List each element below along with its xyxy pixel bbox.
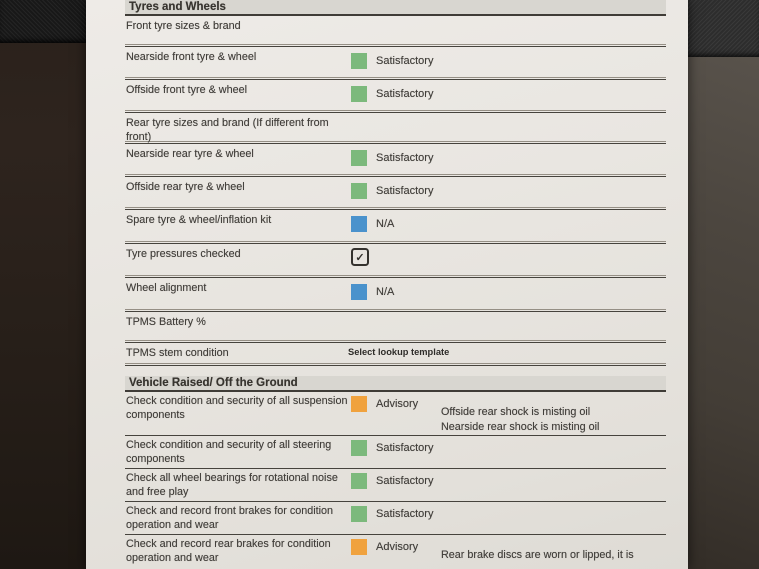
status-swatch xyxy=(351,183,367,199)
form-row xyxy=(125,113,666,141)
section-gap xyxy=(125,366,666,376)
status-swatch xyxy=(351,150,367,166)
row-label: Spare tyre & wheel/inflation kit xyxy=(126,214,272,226)
status-value: Satisfactory xyxy=(376,184,434,197)
form-row xyxy=(125,502,666,534)
status-value: Advisory xyxy=(376,397,419,410)
inspection-form xyxy=(125,0,666,567)
form-row xyxy=(125,244,666,275)
status-swatch xyxy=(351,440,367,456)
form-row xyxy=(125,535,666,567)
status-selector[interactable] xyxy=(351,85,433,102)
status-swatch xyxy=(351,506,367,522)
inspection-sheet xyxy=(86,0,688,569)
check-icon: ✓ xyxy=(355,251,365,264)
status-selector[interactable] xyxy=(351,283,394,300)
form-row xyxy=(125,278,666,309)
row-label: Front tyre sizes & brand xyxy=(126,20,241,32)
form-row xyxy=(125,210,666,241)
row-label: Check and record rear brakes for condition operation and wear xyxy=(126,538,331,564)
row-label: Rear tyre sizes and brand (If different from front) xyxy=(126,117,329,143)
row-label: Tyre pressures checked xyxy=(126,248,241,260)
form-row xyxy=(125,47,666,77)
status-swatch xyxy=(351,473,367,489)
dark-fabric-top-left xyxy=(0,0,86,43)
row-label: Offside rear tyre & wheel xyxy=(126,181,245,193)
form-row xyxy=(125,144,666,174)
status-swatch xyxy=(351,53,367,69)
status-selector[interactable] xyxy=(351,505,433,522)
status-swatch xyxy=(351,216,367,232)
status-value: Advisory xyxy=(376,540,419,553)
form-row xyxy=(125,16,666,44)
status-selector[interactable] xyxy=(351,538,418,555)
row-label: TPMS Battery % xyxy=(126,316,206,328)
desk-surface-left xyxy=(0,0,86,569)
form-row xyxy=(125,80,666,110)
status-selector[interactable] xyxy=(351,472,433,489)
comment-line: Nearside rear shock is misting oil xyxy=(441,420,600,433)
comment-line: Offside rear shock is misting oil xyxy=(441,406,591,418)
comments-block xyxy=(441,548,634,563)
row-label: Check all wheel bearings for rotational noise and free play xyxy=(126,472,338,498)
row-label: Nearside rear tyre & wheel xyxy=(126,148,254,160)
status-swatch xyxy=(351,539,367,555)
dark-fabric-top-right xyxy=(688,0,759,57)
lookup-template-button[interactable]: Select lookup template xyxy=(348,347,450,357)
status-value: Satisfactory xyxy=(376,507,434,520)
status-swatch xyxy=(351,396,367,412)
comments-block xyxy=(441,405,599,434)
section-header: Tyres and Wheels xyxy=(125,0,666,16)
status-swatch xyxy=(351,284,367,300)
row-label: Check condition and security of all suspension components xyxy=(126,395,348,421)
status-swatch xyxy=(351,86,367,102)
tyre-pressures-checkbox[interactable] xyxy=(351,248,369,266)
form-row xyxy=(125,392,666,435)
status-value: Satisfactory xyxy=(376,87,434,100)
form-row xyxy=(125,436,666,468)
status-value: Satisfactory xyxy=(376,151,434,164)
comment-line: Rear brake discs are worn or lipped, it is xyxy=(441,549,634,561)
status-value: Satisfactory xyxy=(376,474,434,487)
status-selector[interactable] xyxy=(351,149,433,166)
status-selector[interactable] xyxy=(351,52,433,69)
form-row xyxy=(125,177,666,207)
row-label: TPMS stem condition xyxy=(126,347,229,359)
row-label: Check condition and security of all steering components xyxy=(126,439,332,465)
status-selector[interactable] xyxy=(351,182,433,199)
row-label: Nearside front tyre & wheel xyxy=(126,51,257,63)
status-value: N/A xyxy=(376,285,395,298)
row-label: Offside front tyre & wheel xyxy=(126,84,248,96)
desk-surface-right xyxy=(688,0,759,569)
status-selector[interactable] xyxy=(351,395,418,412)
section-header: Vehicle Raised/ Off the Ground xyxy=(125,376,666,392)
status-selector[interactable] xyxy=(351,439,433,456)
form-row xyxy=(125,312,666,340)
row-label: Check and record front brakes for condition operation and wear xyxy=(126,505,334,531)
form-row xyxy=(125,343,666,363)
form-row xyxy=(125,469,666,501)
row-label: Wheel alignment xyxy=(126,282,207,294)
status-selector[interactable] xyxy=(351,215,394,232)
status-value: Satisfactory xyxy=(376,54,434,67)
status-value: N/A xyxy=(376,217,395,230)
status-value: Satisfactory xyxy=(376,441,434,454)
